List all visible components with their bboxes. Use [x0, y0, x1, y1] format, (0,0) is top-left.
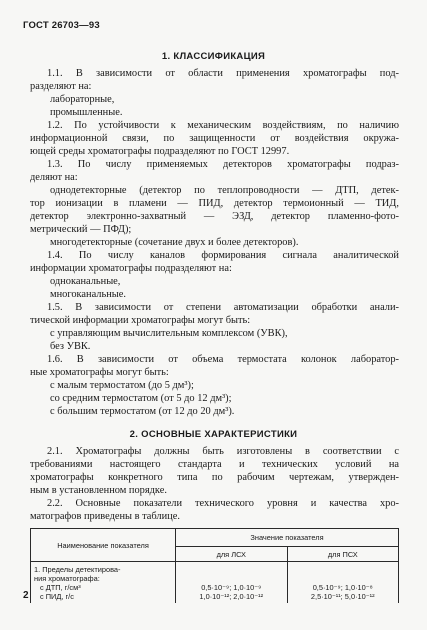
text-line: с управляющим вычислительным комплексом (УВК), — [50, 328, 288, 339]
text-line: с большим термостатом (от 12 до 20 дм³). — [50, 406, 235, 417]
text-line: 1.6. В зависимости от объема термостата колонок лаборатор- — [47, 354, 399, 365]
text-line: многодетекторные (сочетание двух и более детекторов). — [50, 237, 299, 248]
page-number: 2 — [23, 590, 29, 601]
indicators-table — [30, 528, 399, 603]
text-line: без УВК. — [50, 341, 91, 352]
text-line: с малым термостатом (до 5 дм³); — [50, 380, 194, 391]
text-line: 2.2. Основные показатели технического уровня и качества хро- — [47, 498, 399, 509]
text-line: однодетекторные (детектор по теплопроводности — ДТП, детек- — [50, 185, 399, 196]
text-line: промышленные. — [50, 107, 123, 118]
text-line: одноканальные, — [50, 276, 121, 287]
section-1-title: 1. КЛАССИФИКАЦИЯ — [161, 51, 266, 62]
text-line: со средним термостатом (от 5 до 12 дм³); — [50, 393, 232, 404]
column-header-lsh: для ЛСХ — [176, 547, 287, 562]
text-line: метрический — ПФД); — [30, 224, 132, 235]
text-line: матографов приведены в таблице. — [30, 511, 180, 522]
indicator-name-cell — [31, 562, 176, 604]
indicator-name-line: с ПИД, г/с — [40, 592, 74, 601]
text-line: деляют на: — [30, 172, 78, 183]
text-line: тической информации хроматографы могут быть: — [30, 315, 251, 326]
text-line: лабораторные, — [50, 94, 115, 105]
column-header-psh: для ПСХ — [287, 547, 399, 562]
lsh-value-cell — [176, 562, 287, 604]
text-line: ным в установленном порядке. — [30, 485, 167, 496]
text-line: 1.3. По числу применяемых детекторов хроматографы подраз- — [47, 159, 399, 170]
text-line: 1.5. В зависимости от степени автоматизации обработки анали- — [47, 302, 399, 313]
text-line: разделяют на: — [30, 81, 92, 92]
text-line: 1.2. По устойчивости к механическим воздействиям, по наличию — [47, 120, 399, 131]
standard-header: ГОСТ 26703—93 — [23, 20, 100, 31]
section-2-title: 2. ОСНОВНЫЕ ХАРАКТЕРИСТИКИ — [129, 429, 298, 440]
text-line: детектор электронно-захватный — ЭЗД, детектор пламенно-фото- — [30, 211, 399, 222]
text-line: ные хроматографы могут быть: — [30, 367, 169, 378]
psh-value: 0,5·10⁻⁹; 1,0·10⁻⁸ — [312, 583, 373, 592]
column-header-value: Значение показателя — [176, 529, 399, 547]
psh-value: 2,5·10⁻¹¹; 5,0·10⁻¹² — [310, 592, 375, 601]
text-line: многоканальные. — [50, 289, 126, 300]
text-line: требованиями настоящего стандарта и технических условий на — [30, 459, 399, 470]
psh-value-cell — [287, 562, 399, 604]
indicator-name-line: с ДТП, г/см³ — [40, 583, 81, 592]
lsh-value: 0,5·10⁻⁹; 1,0·10⁻⁹ — [201, 583, 262, 592]
indicator-name-line: 1. Пределы детектирова- — [34, 565, 121, 574]
text-line: ющей среды хроматографы подразделяют по ГОСТ 12997. — [30, 146, 290, 157]
table-row — [31, 562, 399, 604]
text-line: хроматографы конкретного типа по рабочим чертежам, утвержден- — [30, 472, 399, 483]
text-line: 2.1. Хроматографы должны быть изготовлены в соответствии с — [47, 446, 399, 457]
text-line: 1.1. В зависимости от области применения хроматографы под- — [47, 68, 399, 79]
column-header-name: Наименование показателя — [31, 529, 176, 562]
text-line: информационной связи, по защищенности от воздействия окружа- — [30, 133, 399, 144]
text-line: тор ионизации в пламени — ПИД, детектор термоионный — ТИД, — [30, 198, 399, 209]
table-header-row — [31, 529, 399, 547]
lsh-value: 1,0·10⁻¹²; 2,0·10⁻¹² — [199, 592, 264, 601]
text-line: информации хроматографы подразделяют на: — [30, 263, 232, 274]
text-line: 1.4. По числу каналов формирования сигнала аналитической — [47, 250, 399, 261]
indicator-name-line: ния хроматографа: — [34, 574, 100, 583]
